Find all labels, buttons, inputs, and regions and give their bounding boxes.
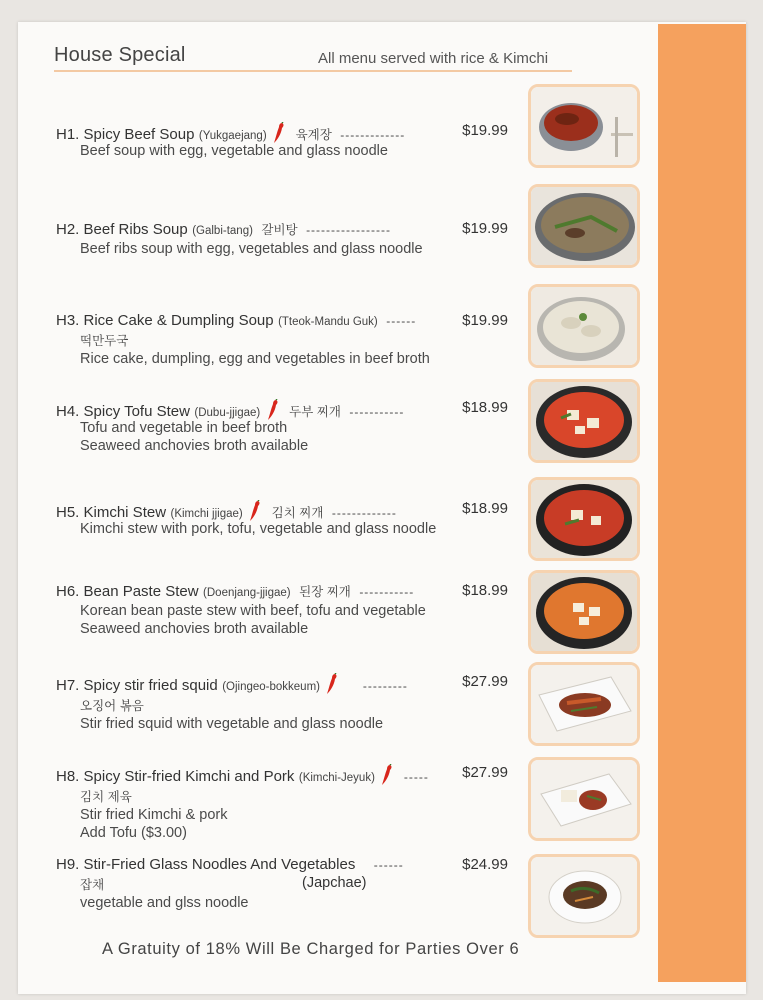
item-korean-name: 김치 제육 (80, 790, 132, 804)
item-description: Kimchi stew with pork, tofu, vegetable and glass noodle (80, 521, 437, 537)
dish-photo-doenjang-jjigae (528, 570, 640, 654)
item-romanization: (Kimchi-Jeyuk) (298, 772, 375, 784)
item-dot-leader: ----------------- (306, 223, 391, 237)
item-description-note: Seaweed anchovies broth available (80, 438, 309, 454)
item-price: $18.99 (462, 582, 508, 599)
item-name: H6. Bean Paste Stew (56, 583, 199, 600)
item-description-note: Add Tofu ($3.00) (80, 825, 187, 841)
item-dot-leader: ----------- (349, 405, 405, 419)
chili-pepper-icon (381, 764, 393, 786)
item-description-note: Seaweed anchovies broth available (80, 621, 309, 637)
item-price: $24.99 (462, 856, 508, 873)
item-korean-name: 김치 찌개 (271, 506, 324, 520)
menu-item-h3 (56, 312, 506, 368)
section-subtitle: All menu served with rice & Kimchi (318, 50, 549, 67)
item-price: $19.99 (462, 220, 508, 237)
item-price: $18.99 (462, 399, 508, 416)
item-name: H9. Stir-Fried Glass Noodles And Vegetables (56, 856, 356, 873)
item-romanization: (Yukgaejang) (198, 130, 267, 142)
dish-photo-dubu-jjigae (528, 379, 640, 463)
item-name: H8. Spicy Stir-fried Kimchi and Pork (56, 768, 295, 785)
menu-item-h4 (56, 399, 506, 455)
menu-item-h8 (56, 764, 506, 842)
item-description: Beef ribs soup with egg, vegetables and glass noodle (80, 241, 423, 257)
item-name: H5. Kimchi Stew (56, 504, 167, 521)
item-romanization: (Dubu-jjigae) (194, 407, 261, 419)
menu-item-h7 (56, 673, 506, 733)
item-name: H1. Spicy Beef Soup (56, 126, 195, 143)
item-price: $19.99 (462, 122, 508, 139)
item-description: Stir fried squid with vegetable and glass noodle (80, 716, 384, 732)
item-romanization: (Doenjang-jjigae) (203, 587, 291, 599)
item-romanization: (Ojingeo-bokkeum) (222, 681, 320, 693)
item-description: Stir fried Kimchi & pork (80, 807, 228, 823)
item-romanization: (Kimchi jjigae) (170, 508, 243, 520)
item-name: H3. Rice Cake & Dumpling Soup (56, 312, 274, 329)
item-price: $19.99 (462, 312, 508, 329)
item-korean-name: 두부 찌개 (289, 405, 341, 419)
menu-item-h9 (56, 856, 506, 912)
item-romanization: (Tteok-Mandu Guk) (278, 316, 378, 328)
dish-photo-kimchi-jjigae (528, 477, 640, 561)
gratuity-notice: A Gratuity of 18% Will Be Charged for Parties Over 6 (102, 940, 520, 958)
item-description: Beef soup with egg, vegetable and glass noodle (80, 143, 388, 159)
item-dot-leader: --------- (362, 679, 408, 693)
dish-photo-ojingeo-bokkeum (528, 662, 640, 746)
item-name: H7. Spicy stir fried squid (56, 677, 218, 694)
item-dot-leader: ------ (373, 858, 404, 872)
menu-page (18, 22, 746, 994)
dish-photo-yukgaejang (528, 84, 640, 168)
chili-pepper-icon (249, 500, 261, 522)
item-description: vegetable and glss noodle (80, 895, 249, 911)
item-dot-leader: ----- (403, 770, 429, 784)
item-price: $18.99 (462, 500, 508, 517)
item-name: H2. Beef Ribs Soup (56, 221, 188, 238)
item-dot-leader: ------------- (331, 506, 397, 520)
item-korean-name: 육계장 (295, 128, 332, 142)
item-dot-leader: ----------- (359, 585, 415, 599)
item-korean-name: 잡채 (80, 878, 105, 892)
item-korean-name: 갈비탕 (261, 223, 298, 237)
item-price: $27.99 (462, 673, 508, 690)
item-description: Korean bean paste stew with beef, tofu and vegetable (80, 603, 426, 619)
item-name: H4. Spicy Tofu Stew (56, 403, 190, 420)
chili-pepper-icon (326, 673, 338, 695)
item-description: Rice cake, dumpling, egg and vegetables in beef broth (80, 351, 430, 367)
chili-pepper-icon (267, 399, 279, 421)
section-title: House Special (54, 44, 186, 66)
item-description: Tofu and vegetable in beef broth (80, 420, 288, 436)
title-divider (54, 70, 572, 72)
menu-item-h1 (56, 122, 506, 160)
dish-photo-japchae (528, 854, 640, 938)
menu-item-h5 (56, 500, 506, 538)
item-korean-name: 된장 찌개 (299, 585, 351, 599)
dish-photo-kimchi-jeyuk (528, 757, 640, 841)
chili-pepper-icon (273, 122, 285, 144)
menu-item-h2 (56, 220, 506, 258)
item-korean-name: 떡만두국 (80, 334, 129, 348)
dish-photo-tteok-mandu-guk (528, 284, 640, 368)
item-price: $27.99 (462, 764, 508, 781)
dish-photo-galbitang (528, 184, 640, 268)
item-romanization: (Galbi-tang) (192, 225, 253, 237)
menu-item-h6 (56, 582, 506, 638)
item-romanization: (Japchae) (302, 875, 367, 891)
item-dot-leader: ------ (386, 314, 417, 328)
orange-side-band (658, 24, 746, 982)
item-korean-name: 오징어 볶음 (80, 699, 144, 713)
item-dot-leader: ------------- (340, 128, 406, 142)
